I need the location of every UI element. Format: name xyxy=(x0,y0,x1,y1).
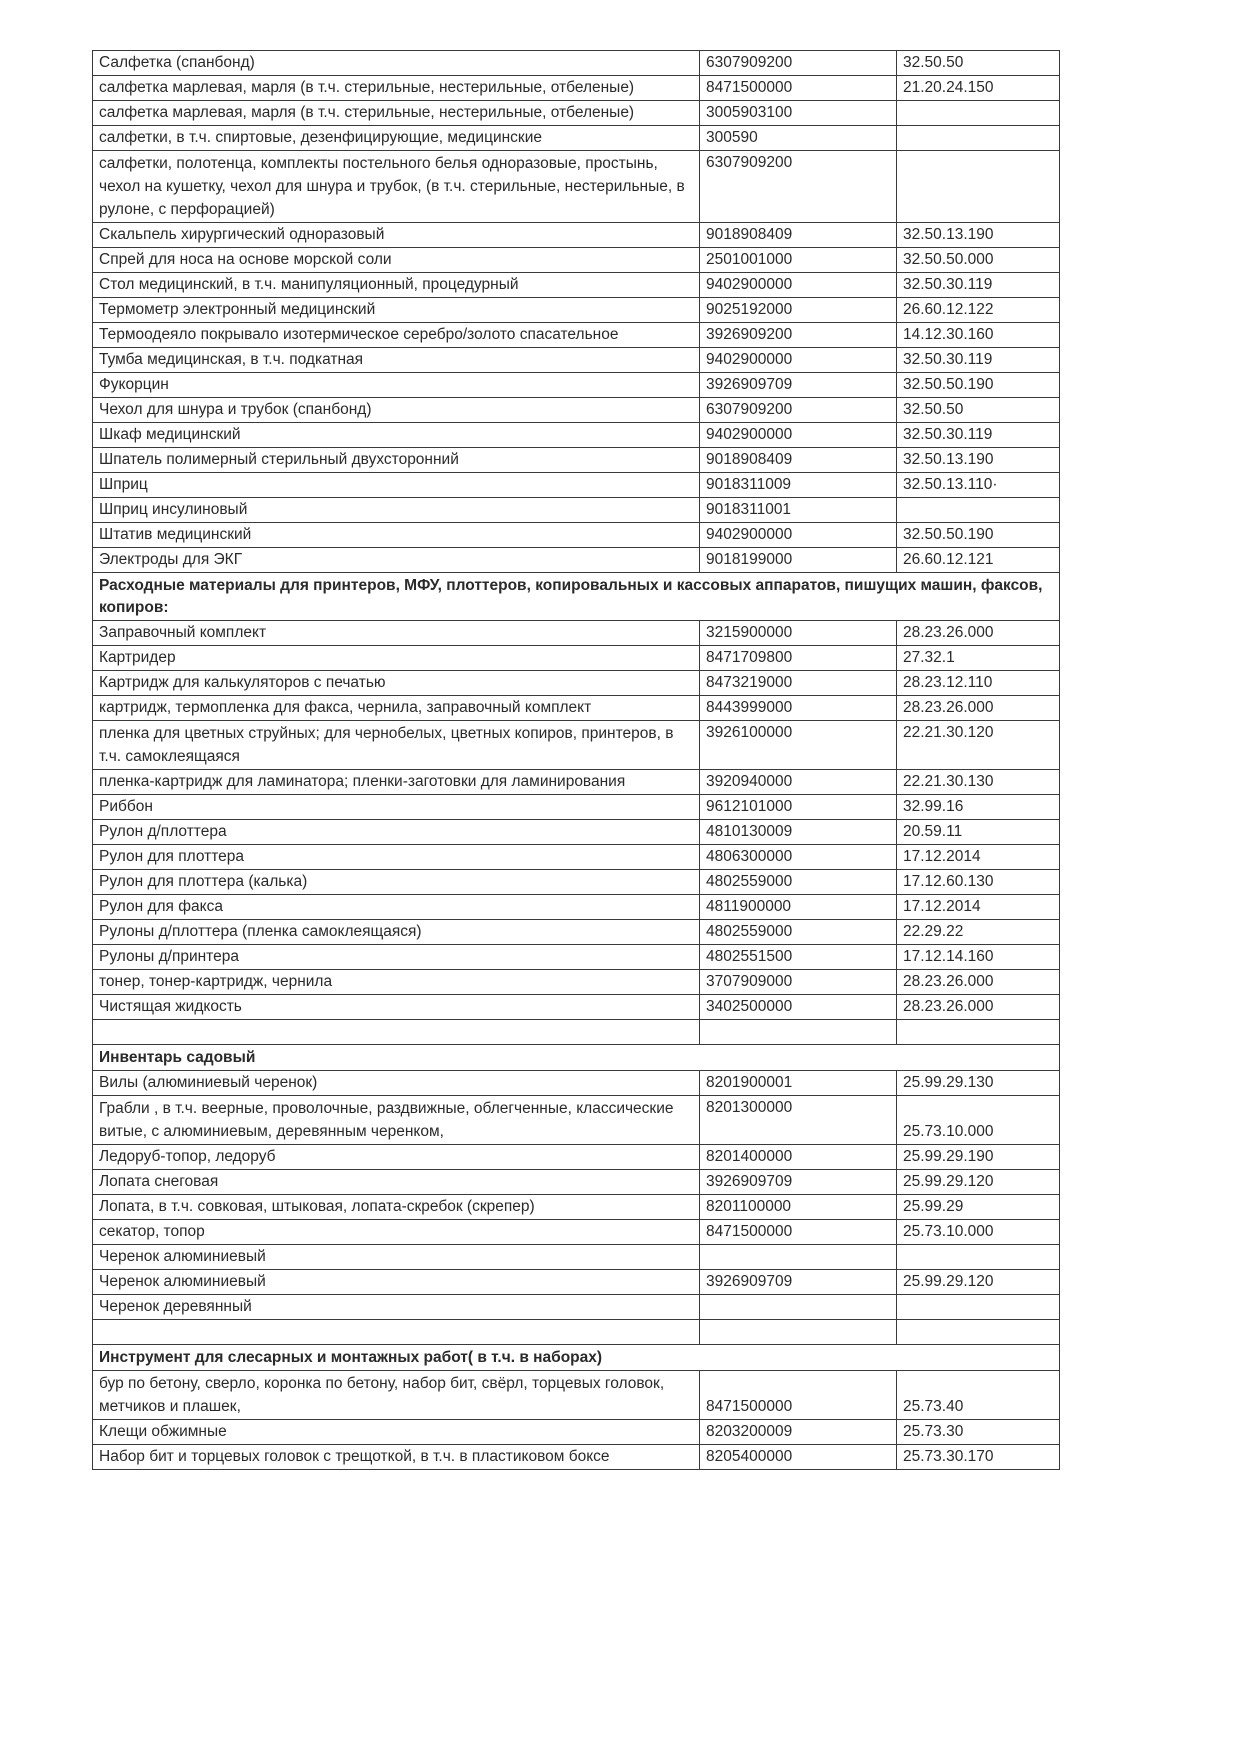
item-name: Набор бит и торцевых головок с трещоткой, в т.ч. в пластиковом боксе xyxy=(93,1445,700,1470)
tnved-code: 3926100000 xyxy=(700,721,897,770)
tnved-code: 9018199000 xyxy=(700,548,897,573)
item-name: салфетка марлевая, марля (в т.ч. стерильные, нестерильные, отбеленые) xyxy=(93,76,700,101)
item-name: Клещи обжимные xyxy=(93,1420,700,1445)
section-header: Инвентарь садовый xyxy=(93,1045,1060,1071)
okpd2-code: 27.32.1 xyxy=(897,646,1060,671)
okpd2-code: 26.60.12.122 xyxy=(897,298,1060,323)
tnved-code: 4802559000 xyxy=(700,870,897,895)
okpd2-code: 17.12.2014 xyxy=(897,895,1060,920)
item-name: Рулоны д/принтера xyxy=(93,945,700,970)
item-name: Ледоруб-топор, ледоруб xyxy=(93,1145,700,1170)
okpd2-code: 25.99.29.130 xyxy=(897,1071,1060,1096)
tnved-code xyxy=(700,1020,897,1045)
tnved-code: 4802551500 xyxy=(700,945,897,970)
table-row xyxy=(93,523,1060,548)
tnved-code: 9402900000 xyxy=(700,348,897,373)
tnved-code: 8205400000 xyxy=(700,1445,897,1470)
okpd2-code xyxy=(897,498,1060,523)
item-name: тонер, тонер-картридж, чернила xyxy=(93,970,700,995)
table-row xyxy=(93,398,1060,423)
table-row xyxy=(93,995,1060,1020)
tnved-code: 8471500000 xyxy=(700,76,897,101)
okpd2-code: 28.23.26.000 xyxy=(897,621,1060,646)
okpd2-code: 28.23.26.000 xyxy=(897,995,1060,1020)
table-row xyxy=(93,721,1060,770)
section-header: Расходные материалы для принтеров, МФУ, плоттеров, копировальных и кассовых аппаратов, пишущих машин, факсов, копиров: xyxy=(93,573,1060,621)
item-name: Фукорцин xyxy=(93,373,700,398)
item-name: Электроды для ЭКГ xyxy=(93,548,700,573)
item-name: Картридер xyxy=(93,646,700,671)
item-name: Рулон для плоттера (калька) xyxy=(93,870,700,895)
item-name: Спрей для носа на основе морской соли xyxy=(93,248,700,273)
table-row xyxy=(93,770,1060,795)
table-row xyxy=(93,373,1060,398)
item-name: Рулон для плоттера xyxy=(93,845,700,870)
okpd2-code: 25.73.30.170 xyxy=(897,1445,1060,1470)
item-name: Рулон для факса xyxy=(93,895,700,920)
okpd2-code: 22.29.22 xyxy=(897,920,1060,945)
table-row xyxy=(93,945,1060,970)
section-header-row xyxy=(93,573,1060,621)
table-row xyxy=(93,473,1060,498)
tnved-code: 8201400000 xyxy=(700,1145,897,1170)
table-row xyxy=(93,845,1060,870)
okpd2-code: 32.50.13.110· xyxy=(897,473,1060,498)
item-name: пленка для цветных струйных; для чернобелых, цветных копиров, принтеров, в т.ч. самоклеящаяся xyxy=(93,721,700,770)
item-name: салфетки, в т.ч. спиртовые, дезенфицирующие, медицинские xyxy=(93,126,700,151)
okpd2-code: 22.21.30.130 xyxy=(897,770,1060,795)
table-row xyxy=(93,1245,1060,1270)
section-header-row xyxy=(93,1045,1060,1071)
goods-classification-table xyxy=(92,50,1060,1470)
table-row xyxy=(93,498,1060,523)
table-row xyxy=(93,795,1060,820)
item-name: Скальпель хирургический одноразовый xyxy=(93,223,700,248)
okpd2-code: 32.50.50.190 xyxy=(897,373,1060,398)
table-row xyxy=(93,273,1060,298)
section-header-row xyxy=(93,1345,1060,1371)
tnved-code: 3926909709 xyxy=(700,1270,897,1295)
tnved-code: 8203200009 xyxy=(700,1420,897,1445)
tnved-code: 8471500000 xyxy=(700,1371,897,1420)
item-name: пленка-картридж для ламинатора; пленки-заготовки для ламинирования xyxy=(93,770,700,795)
okpd2-code: 32.50.50 xyxy=(897,398,1060,423)
okpd2-code: 14.12.30.160 xyxy=(897,323,1060,348)
item-name: Черенок алюминиевый xyxy=(93,1245,700,1270)
table-row xyxy=(93,248,1060,273)
table-row xyxy=(93,348,1060,373)
okpd2-code: 25.99.29 xyxy=(897,1195,1060,1220)
tnved-code: 3926909709 xyxy=(700,1170,897,1195)
table-row xyxy=(93,548,1060,573)
item-name: Стол медицинский, в т.ч. манипуляционный, процедурный xyxy=(93,273,700,298)
okpd2-code: 32.50.30.119 xyxy=(897,273,1060,298)
tnved-code: 3215900000 xyxy=(700,621,897,646)
item-name: салфетка марлевая, марля (в т.ч. стерильные, нестерильные, отбеленые) xyxy=(93,101,700,126)
table-row xyxy=(93,1295,1060,1320)
okpd2-code: 28.23.26.000 xyxy=(897,970,1060,995)
okpd2-code: 25.99.29.120 xyxy=(897,1170,1060,1195)
table-row xyxy=(93,671,1060,696)
okpd2-code: 20.59.11 xyxy=(897,820,1060,845)
tnved-code: 2501001000 xyxy=(700,248,897,273)
item-name: салфетки, полотенца, комплекты постельного белья одноразовые, простынь, чехол на кушетку, чехол для шнура и трубок, (в т.ч. стерильные, нестерильные, в рулоне, с перфорацией) xyxy=(93,151,700,223)
item-name: секатор, топор xyxy=(93,1220,700,1245)
okpd2-code: 32.50.50 xyxy=(897,51,1060,76)
okpd2-code: 17.12.2014 xyxy=(897,845,1060,870)
tnved-code: 8471500000 xyxy=(700,1220,897,1245)
okpd2-code: 28.23.12.110 xyxy=(897,671,1060,696)
item-name: Шпатель полимерный стерильный двухсторонний xyxy=(93,448,700,473)
tnved-code: 3926909200 xyxy=(700,323,897,348)
item-name: Заправочный комплект xyxy=(93,621,700,646)
table-row xyxy=(93,223,1060,248)
table-row xyxy=(93,1170,1060,1195)
okpd2-code: 32.50.13.190 xyxy=(897,223,1060,248)
empty-row xyxy=(93,1020,1060,1045)
okpd2-code: 25.73.10.000 xyxy=(897,1096,1060,1145)
table-row xyxy=(93,1071,1060,1096)
item-name: Грабли , в т.ч. веерные, проволочные, раздвижные, облегченные, классические витые, с алюминиевым, деревянным черенком, xyxy=(93,1096,700,1145)
tnved-code: 3920940000 xyxy=(700,770,897,795)
table-row xyxy=(93,1195,1060,1220)
tnved-code: 9018908409 xyxy=(700,448,897,473)
okpd2-code xyxy=(897,1020,1060,1045)
tnved-code: 6307909200 xyxy=(700,398,897,423)
item-name: Лопата снеговая xyxy=(93,1170,700,1195)
table-row xyxy=(93,51,1060,76)
table-row xyxy=(93,1270,1060,1295)
tnved-code xyxy=(700,1245,897,1270)
tnved-code: 9402900000 xyxy=(700,523,897,548)
tnved-code: 3926909709 xyxy=(700,373,897,398)
tnved-code: 9018311001 xyxy=(700,498,897,523)
document-page xyxy=(92,50,1060,1470)
okpd2-code: 26.60.12.121 xyxy=(897,548,1060,573)
okpd2-code: 25.99.29.190 xyxy=(897,1145,1060,1170)
tnved-code: 4802559000 xyxy=(700,920,897,945)
table-row xyxy=(93,101,1060,126)
tnved-code: 8471709800 xyxy=(700,646,897,671)
okpd2-code: 25.99.29.120 xyxy=(897,1270,1060,1295)
item-name: Штатив медицинский xyxy=(93,523,700,548)
item-name: Картридж для калькуляторов с печатью xyxy=(93,671,700,696)
table-row xyxy=(93,126,1060,151)
item-name: Вилы (алюминиевый черенок) xyxy=(93,1071,700,1096)
okpd2-code: 32.99.16 xyxy=(897,795,1060,820)
table-row xyxy=(93,820,1060,845)
table-row xyxy=(93,1371,1060,1420)
okpd2-code xyxy=(897,1295,1060,1320)
okpd2-code: 17.12.60.130 xyxy=(897,870,1060,895)
table-row xyxy=(93,970,1060,995)
okpd2-code xyxy=(897,126,1060,151)
tnved-code: 3402500000 xyxy=(700,995,897,1020)
tnved-code: 3005903100 xyxy=(700,101,897,126)
tnved-code: 8443999000 xyxy=(700,696,897,721)
tnved-code: 4810130009 xyxy=(700,820,897,845)
tnved-code: 8201900001 xyxy=(700,1071,897,1096)
section-header: Инструмент для слесарных и монтажных работ( в т.ч. в наборах) xyxy=(93,1345,1060,1371)
item-name: Тумба медицинская, в т.ч. подкатная xyxy=(93,348,700,373)
table-row xyxy=(93,298,1060,323)
table-row xyxy=(93,870,1060,895)
tnved-code: 300590 xyxy=(700,126,897,151)
item-name: Шкаф медицинский xyxy=(93,423,700,448)
item-name: Шприц xyxy=(93,473,700,498)
okpd2-code: 32.50.50.190 xyxy=(897,523,1060,548)
table-row xyxy=(93,323,1060,348)
table-row xyxy=(93,1220,1060,1245)
table-row xyxy=(93,1420,1060,1445)
tnved-code xyxy=(700,1320,897,1345)
okpd2-code: 28.23.26.000 xyxy=(897,696,1060,721)
okpd2-code: 32.50.13.190 xyxy=(897,448,1060,473)
tnved-code: 9402900000 xyxy=(700,273,897,298)
table-row xyxy=(93,1096,1060,1145)
tnved-code: 6307909200 xyxy=(700,51,897,76)
table-row xyxy=(93,151,1060,223)
item-name: Черенок алюминиевый xyxy=(93,1270,700,1295)
item-name: бур по бетону, сверло, коронка по бетону, набор бит, свёрл, торцевых головок, метчиков и плашек, xyxy=(93,1371,700,1420)
okpd2-code: 25.73.40 xyxy=(897,1371,1060,1420)
tnved-code: 3707909000 xyxy=(700,970,897,995)
okpd2-code: 32.50.30.119 xyxy=(897,423,1060,448)
tnved-code: 8201300000 xyxy=(700,1096,897,1145)
table-row xyxy=(93,1445,1060,1470)
tnved-code xyxy=(700,1295,897,1320)
okpd2-code: 25.73.30 xyxy=(897,1420,1060,1445)
table-row xyxy=(93,423,1060,448)
okpd2-code xyxy=(897,101,1060,126)
table-row xyxy=(93,696,1060,721)
tnved-code: 9612101000 xyxy=(700,795,897,820)
item-name: картридж, термопленка для факса, чернила, заправочный комплект xyxy=(93,696,700,721)
item-name xyxy=(93,1320,700,1345)
tnved-code: 4811900000 xyxy=(700,895,897,920)
item-name: Лопата, в т.ч. совковая, штыковая, лопата-скребок (скрепер) xyxy=(93,1195,700,1220)
table-row xyxy=(93,895,1060,920)
item-name: Шприц инсулиновый xyxy=(93,498,700,523)
item-name: Риббон xyxy=(93,795,700,820)
table-row xyxy=(93,448,1060,473)
item-name: Рулон д/плоттера xyxy=(93,820,700,845)
okpd2-code: 22.21.30.120 xyxy=(897,721,1060,770)
table-row xyxy=(93,621,1060,646)
item-name: Термометр электронный медицинский xyxy=(93,298,700,323)
okpd2-code: 32.50.30.119 xyxy=(897,348,1060,373)
tnved-code: 8473219000 xyxy=(700,671,897,696)
okpd2-code: 32.50.50.000 xyxy=(897,248,1060,273)
tnved-code: 9025192000 xyxy=(700,298,897,323)
okpd2-code xyxy=(897,1245,1060,1270)
tnved-code: 9402900000 xyxy=(700,423,897,448)
okpd2-code xyxy=(897,151,1060,223)
table-row xyxy=(93,1145,1060,1170)
okpd2-code: 17.12.14.160 xyxy=(897,945,1060,970)
item-name: Салфетка (спанбонд) xyxy=(93,51,700,76)
item-name: Термоодеяло покрывало изотермическое серебро/золото спасательное xyxy=(93,323,700,348)
okpd2-code: 25.73.10.000 xyxy=(897,1220,1060,1245)
empty-row xyxy=(93,1320,1060,1345)
item-name: Рулоны д/плоттера (пленка самоклеящаяся) xyxy=(93,920,700,945)
table-row xyxy=(93,920,1060,945)
item-name: Чехол для шнура и трубок (спанбонд) xyxy=(93,398,700,423)
okpd2-code xyxy=(897,1320,1060,1345)
tnved-code: 9018311009 xyxy=(700,473,897,498)
tnved-code: 6307909200 xyxy=(700,151,897,223)
tnved-code: 8201100000 xyxy=(700,1195,897,1220)
table-row xyxy=(93,76,1060,101)
item-name: Черенок деревянный xyxy=(93,1295,700,1320)
tnved-code: 4806300000 xyxy=(700,845,897,870)
table-row xyxy=(93,646,1060,671)
okpd2-code: 21.20.24.150 xyxy=(897,76,1060,101)
item-name xyxy=(93,1020,700,1045)
item-name: Чистящая жидкость xyxy=(93,995,700,1020)
tnved-code: 9018908409 xyxy=(700,223,897,248)
